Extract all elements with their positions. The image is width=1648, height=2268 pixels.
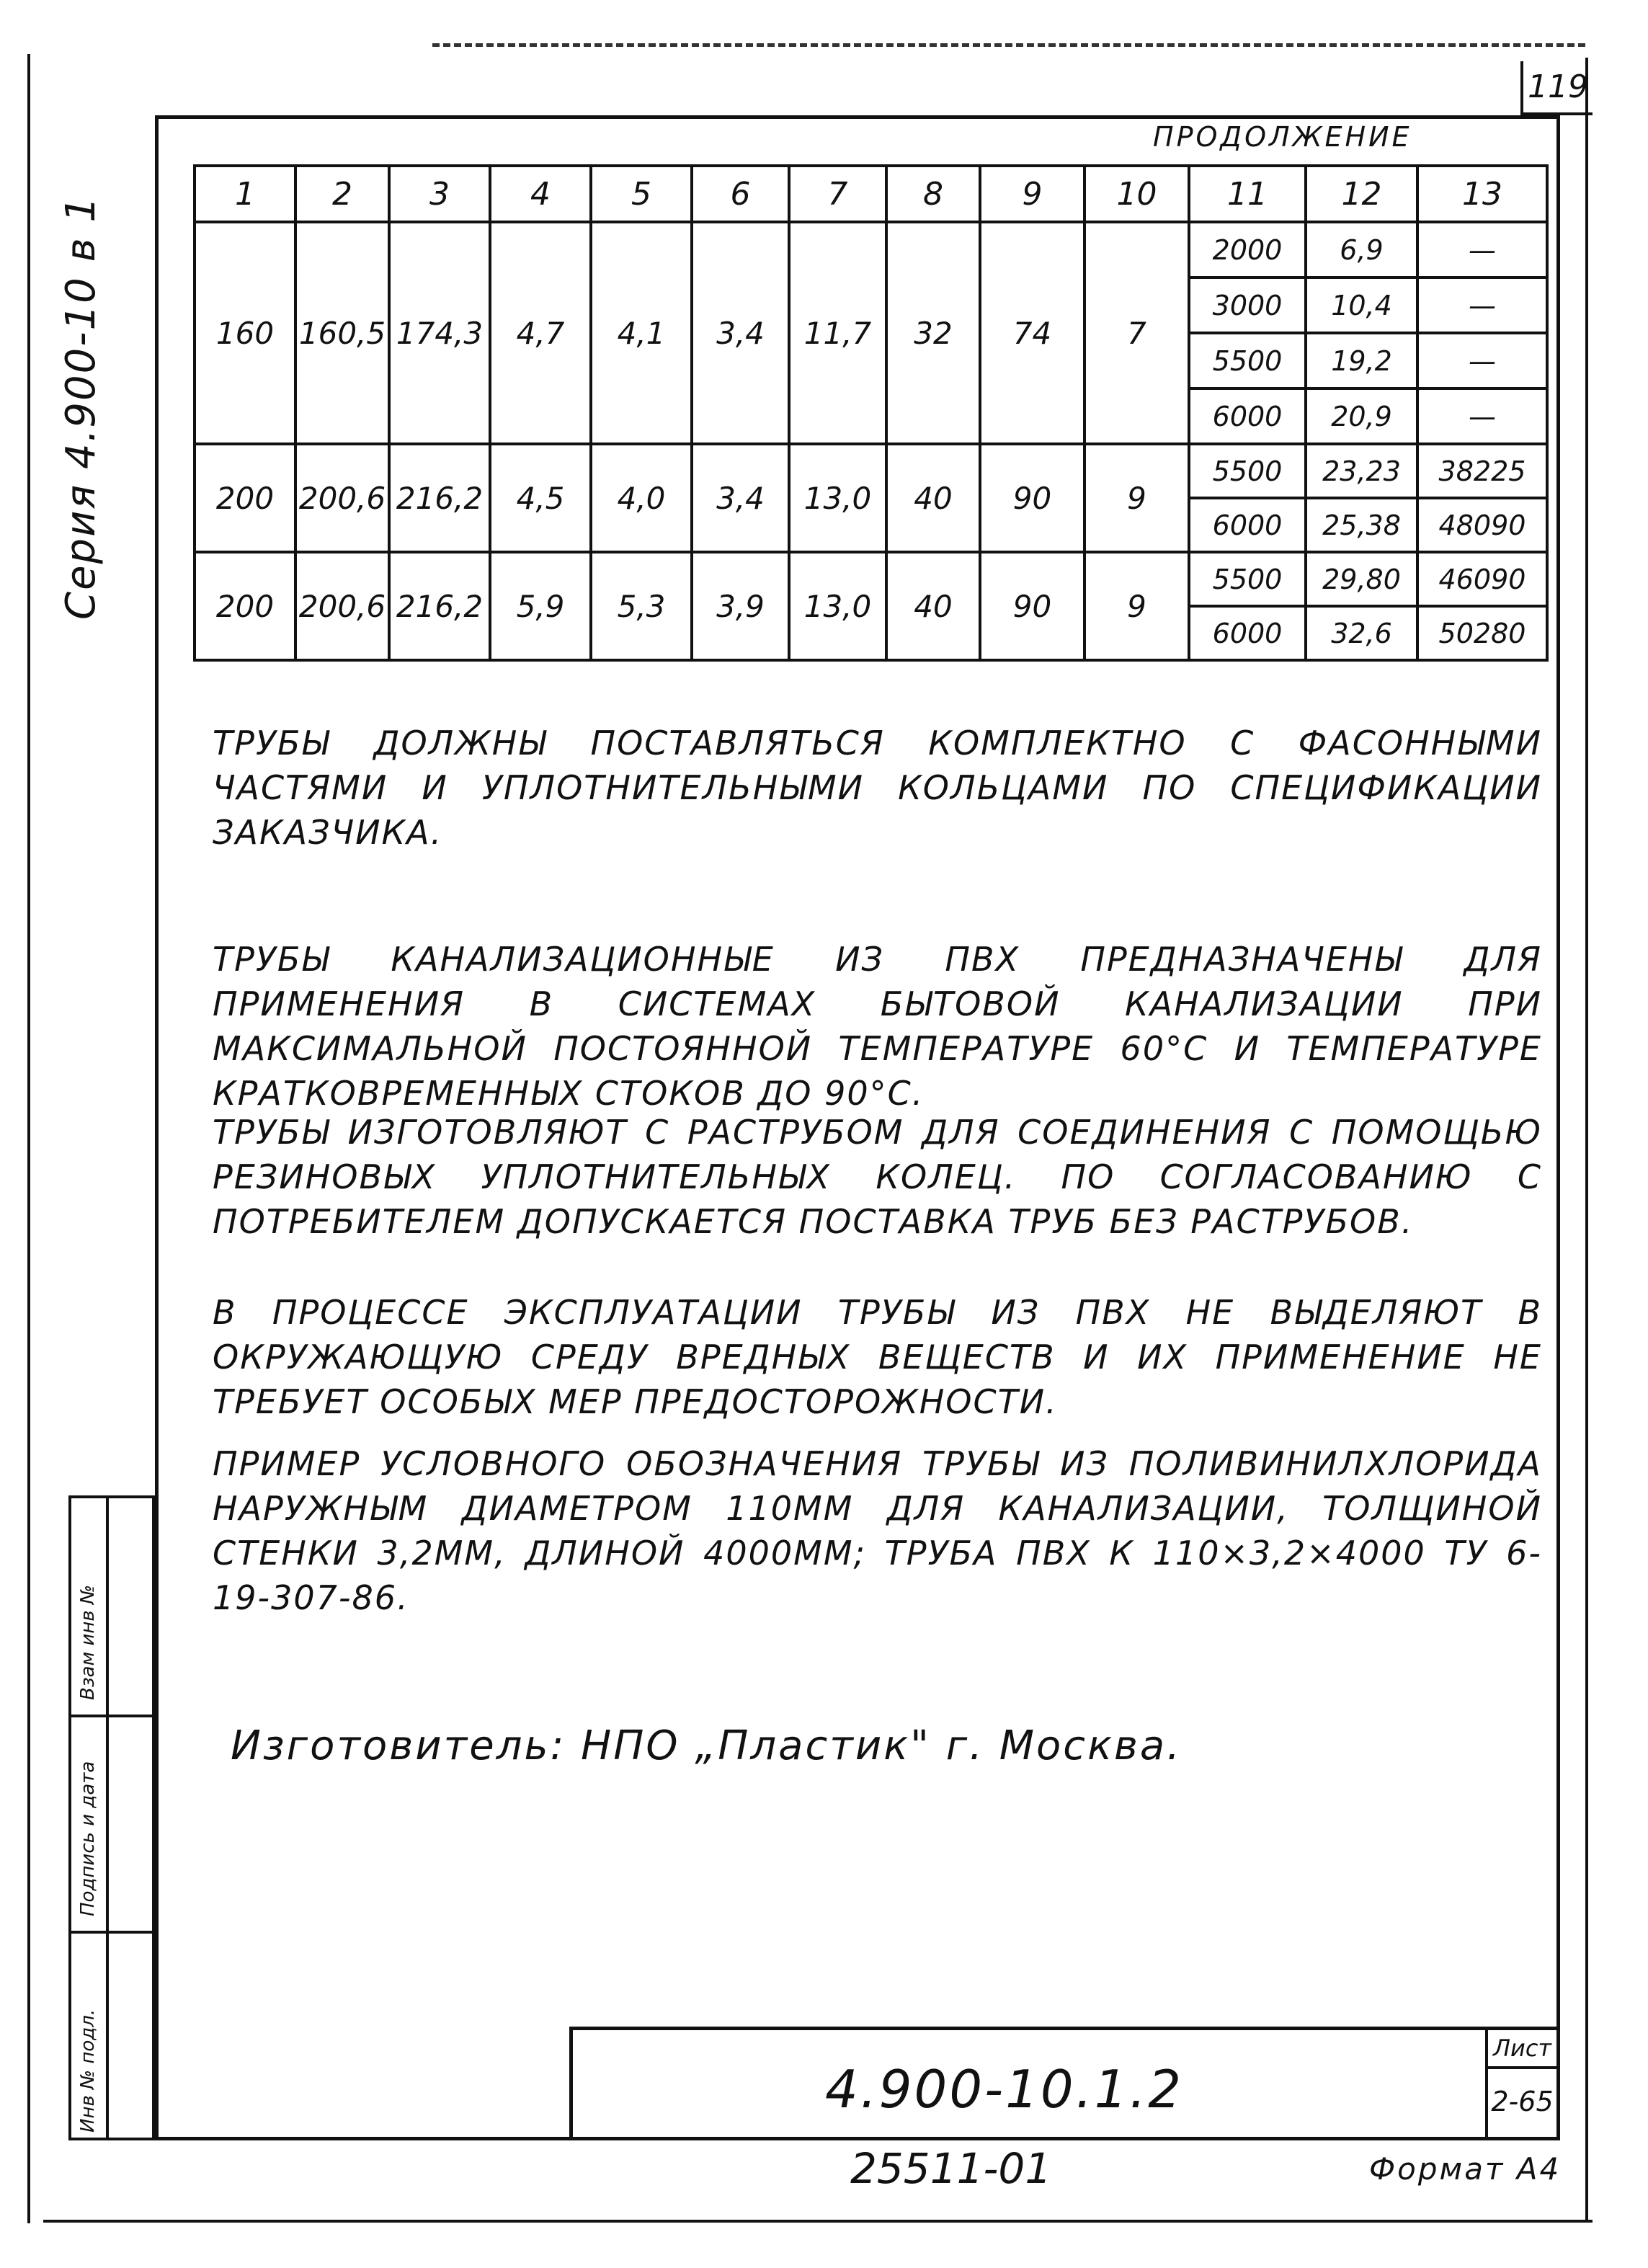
label-sign-date: Подпись и дата [77, 1761, 99, 1916]
cell: 160,5 [295, 222, 389, 444]
length-cell: 3000 [1189, 277, 1306, 333]
paragraph-manufacture: ТРУБЫ ИЗГОТОВЛЯЮТ С РАСТРУБОМ ДЛЯ СОЕДИНЕНИЯ С ПОМОЩЬЮ РЕЗИНОВЫХ УПЛОТНИТЕЛЬНЫХ КОЛЕЦ. ПО СОГЛАСОВАНИЮ С ПОТРЕБИТЕЛЕМ ДОПУСКАЕТСЯ ПОСТАВКА ТРУБ БЕЗ РАСТРУБОВ. [213, 1113, 1542, 1241]
mass-cell: 10,4 [1306, 277, 1417, 333]
cell: 200 [195, 444, 295, 552]
cell: 9 [1084, 444, 1189, 552]
header-cell: 4 [490, 166, 591, 222]
cell: 216,2 [389, 552, 490, 660]
length-cell: 5500 [1189, 333, 1306, 388]
manufacturer-line: Изготовитель: НПО „Пластик" г. Москва. [231, 1722, 1182, 1769]
header-cell: 12 [1306, 166, 1417, 222]
paragraph-purpose: ТРУБЫ КАНАЛИЗАЦИОННЫЕ ИЗ ПВХ ПРЕДНАЗНАЧЕНЫ ДЛЯ ПРИМЕНЕНИЯ В СИСТЕМАХ БЫТОВОЙ КАНАЛИЗАЦИИ ПРИ МАКСИМАЛЬНОЙ ПОСТОЯННОЙ ТЕМПЕРАТУРЕ 60°С И ТЕМПЕРАТУРЕ КРАТКОВРЕМЕННЫХ СТОКОВ ДО 90°С. [213, 940, 1542, 1113]
cell: 40 [886, 444, 980, 552]
title-block [569, 2027, 1560, 2140]
col13-cell: — [1417, 222, 1547, 277]
paragraph-safety: В ПРОЦЕССЕ ЭКСПЛУАТАЦИИ ТРУБЫ ИЗ ПВХ НЕ ВЫДЕЛЯЮТ В ОКРУЖАЮЩУЮ СРЕДУ ВРЕДНЫХ ВЕЩЕСТВ И ИХ ПРИМЕНЕНИЕ НЕ ТРЕБУЕТ ОСОБЫХ МЕР ПРЕДОСТОРОЖНОСТИ. [213, 1293, 1542, 1421]
col13-cell: — [1417, 388, 1547, 444]
col13-cell: — [1417, 333, 1547, 388]
mass-cell: 19,2 [1306, 333, 1417, 388]
side-stamp [68, 1495, 155, 2140]
header-cell: 9 [980, 166, 1084, 222]
header-cell: 8 [886, 166, 980, 222]
sheet-value: 2-65 [1491, 2086, 1554, 2117]
cell: 7 [1084, 222, 1189, 444]
col13-cell: — [1417, 277, 1547, 333]
header-cell: 6 [692, 166, 789, 222]
cell: 4,1 [591, 222, 692, 444]
header-cell: 5 [591, 166, 692, 222]
label-inv-orig: Инв № подл. [77, 2009, 99, 2133]
cell: 13,0 [789, 552, 886, 660]
sheet-cell [1485, 2030, 1556, 2140]
pipe-spec-table [193, 164, 1549, 662]
header-cell: 3 [389, 166, 490, 222]
paragraph-supply: ТРУБЫ ДОЛЖНЫ ПОСТАВЛЯТЬСЯ КОМПЛЕКТНО С ФАСОННЫМИ ЧАСТЯМИ И УПЛОТНИТЕЛЬНЫМИ КОЛЬЦАМИ ПО СПЕЦИФИКАЦИИ ЗАКАЗЧИКА. [213, 724, 1542, 852]
sheet-number: 119 [1520, 61, 1593, 115]
top-dashed-line [432, 43, 1585, 47]
table-row [195, 444, 1547, 498]
cell: 5,3 [591, 552, 692, 660]
cell: 40 [886, 552, 980, 660]
header-cell: 7 [789, 166, 886, 222]
cell: 174,3 [389, 222, 490, 444]
side-stamp-divider [71, 1715, 152, 1717]
length-cell: 6000 [1189, 388, 1306, 444]
cell: 11,7 [789, 222, 886, 444]
archive-number: 25511-01 [850, 2144, 1052, 2193]
header-cell: 1 [195, 166, 295, 222]
cell: 13,0 [789, 444, 886, 552]
table-row [195, 222, 1547, 277]
cell: 160 [195, 222, 295, 444]
cell: 4,0 [591, 444, 692, 552]
mass-cell: 25,38 [1306, 498, 1417, 552]
cell: 5,9 [490, 552, 591, 660]
cell: 200 [195, 552, 295, 660]
cell: 9 [1084, 552, 1189, 660]
cell: 200,6 [295, 444, 389, 552]
cell: 4,5 [490, 444, 591, 552]
right-border-line [1585, 58, 1588, 2220]
col13-cell: 38225 [1417, 444, 1547, 498]
mass-cell: 6,9 [1306, 222, 1417, 277]
length-cell: 6000 [1189, 606, 1306, 660]
header-cell: 11 [1189, 166, 1306, 222]
cell: 74 [980, 222, 1084, 444]
header-cell: 13 [1417, 166, 1547, 222]
cell: 90 [980, 444, 1084, 552]
cell: 200,6 [295, 552, 389, 660]
cell: 3,4 [692, 222, 789, 444]
side-stamp-divider [71, 1931, 152, 1934]
bottom-border-line [43, 2220, 1593, 2223]
length-cell: 5500 [1189, 444, 1306, 498]
format-label: Формат А4 [1369, 2151, 1562, 2187]
length-cell: 6000 [1189, 498, 1306, 552]
continuation-label: ПРОДОЛЖЕНИЕ [1153, 121, 1412, 153]
cell: 4,7 [490, 222, 591, 444]
table-row [195, 552, 1547, 606]
mass-cell: 23,23 [1306, 444, 1417, 498]
length-cell: 2000 [1189, 222, 1306, 277]
label-inv-dup: Взам инв № [77, 1585, 99, 1700]
cell: 32 [886, 222, 980, 444]
mass-cell: 32,6 [1306, 606, 1417, 660]
cell: 3,4 [692, 444, 789, 552]
cell: 90 [980, 552, 1084, 660]
header-cell: 10 [1084, 166, 1189, 222]
cell: 216,2 [389, 444, 490, 552]
length-cell: 5500 [1189, 552, 1306, 606]
col13-cell: 50280 [1417, 606, 1547, 660]
mass-cell: 29,80 [1306, 552, 1417, 606]
document-code: 4.900-10.1.2 [825, 2059, 1184, 2120]
table-header-row [195, 166, 1547, 222]
sheet-label: Лист [1488, 2030, 1556, 2069]
col13-cell: 48090 [1417, 498, 1547, 552]
left-border-line [27, 54, 30, 2223]
mass-cell: 20,9 [1306, 388, 1417, 444]
cell: 3,9 [692, 552, 789, 660]
col13-cell: 46090 [1417, 552, 1547, 606]
paragraph-designation-example: ПРИМЕР УСЛОВНОГО ОБОЗНАЧЕНИЯ ТРУБЫ ИЗ ПОЛИВИНИЛХЛОРИДА НАРУЖНЫМ ДИАМЕТРОМ 110ММ ДЛЯ КАНАЛИЗАЦИИ, ТОЛЩИНОЙ СТЕНКИ 3,2ММ, ДЛИНОЙ 4000ММ; ТРУБА ПВХ К 110×3,2×4000 ТУ 6-19-307-86. [213, 1444, 1542, 1617]
series-label [58, 195, 104, 620]
series-text: Серия 4.900-10 в 1 [58, 195, 104, 620]
header-cell: 2 [295, 166, 389, 222]
